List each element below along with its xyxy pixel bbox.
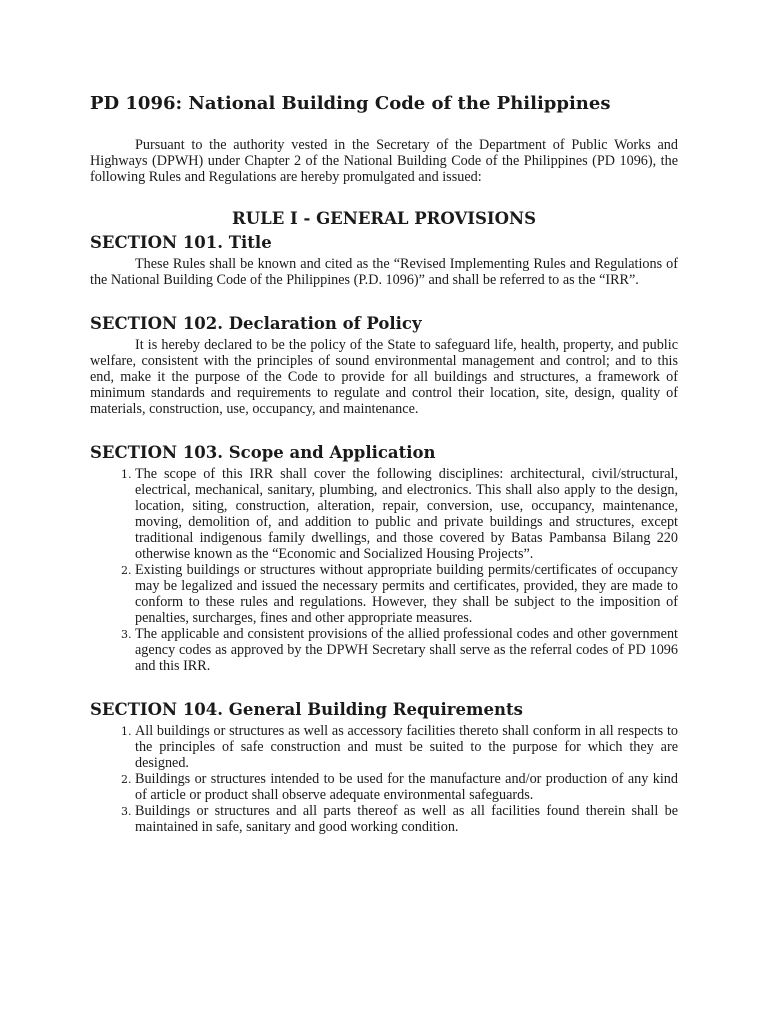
section-102-heading: SECTION 102. Declaration of Policy [90,314,422,333]
list-item: 1. All buildings or structures as well as accessory facilities thereto shall conform in all respects to the principles of safe construction and must be suited to the purpose for which they are designed. [135,723,678,771]
document-title: PD 1096: National Building Code of the Philippines [90,93,611,114]
section-101-heading: SECTION 101. Title [90,233,272,252]
section-103-list [90,466,678,674]
list-item: 1. The scope of this IRR shall cover the following disciplines: architectural, civil/structural, electrical, mechanical, sanitary, plumbing, and electronics. This shall also apply to the design, location, siting, construction, alteration, repair, conversion, use, occupancy, maintenance, moving, demolition of, and addition to public and private buildings and structures, except traditional indigenous family dwellings, and those covered by Batas Pambansa Bilang 220 otherwise known as the “Economic and Socialized Housing Projects”. [135,466,678,562]
list-item: 3. The applicable and consistent provisions of the allied professional codes and other government agency codes as approved by the DPWH Secretary shall serve as the referral codes of PD 1096 and this IRR. [135,626,678,674]
section-101-body: These Rules shall be known and cited as the “Revised Implementing Rules and Regulations of the National Building Code of the Philippines (P.D. 1096)” and shall be referred to as the “IRR”. [90,256,678,288]
section-104-list [90,723,678,835]
section-102-body: It is hereby declared to be the policy of the State to safeguard life, health, property, and public welfare, consistent with the principles of sound environmental management and control; and to this end, make it the purpose of the Code to provide for all buildings and structures, a framework of minimum standards and requirements to regulate and control their location, site, design, quality of materials, construction, use, occupancy, and maintenance. [90,337,678,417]
section-103-heading: SECTION 103. Scope and Application [90,443,436,462]
list-item: 3. Buildings or structures and all parts thereof as well as all facilities found therein shall be maintained in safe, sanitary and good working condition. [135,803,678,835]
rule-heading: RULE I - GENERAL PROVISIONS [232,209,536,228]
list-item: 2. Existing buildings or structures without appropriate building permits/certificates of occupancy may be legalized and issued the necessary permits and certificates, provided, they are made to conform to these rules and regulations. However, they shall be subject to the imposition of penalties, surcharges, fines and other appropriate measures. [135,562,678,626]
intro-paragraph: Pursuant to the authority vested in the Secretary of the Department of Public Works and Highways (DPWH) under Chapter 2 of the National Building Code of the Philippines (PD 1096), the following Rules and Regulations are hereby promulgated and issued: [90,137,678,185]
list-item: 2. Buildings or structures intended to be used for the manufacture and/or production of any kind of article or product shall observe adequate environmental safeguards. [135,771,678,803]
section-104-heading: SECTION 104. General Building Requirements [90,700,523,719]
